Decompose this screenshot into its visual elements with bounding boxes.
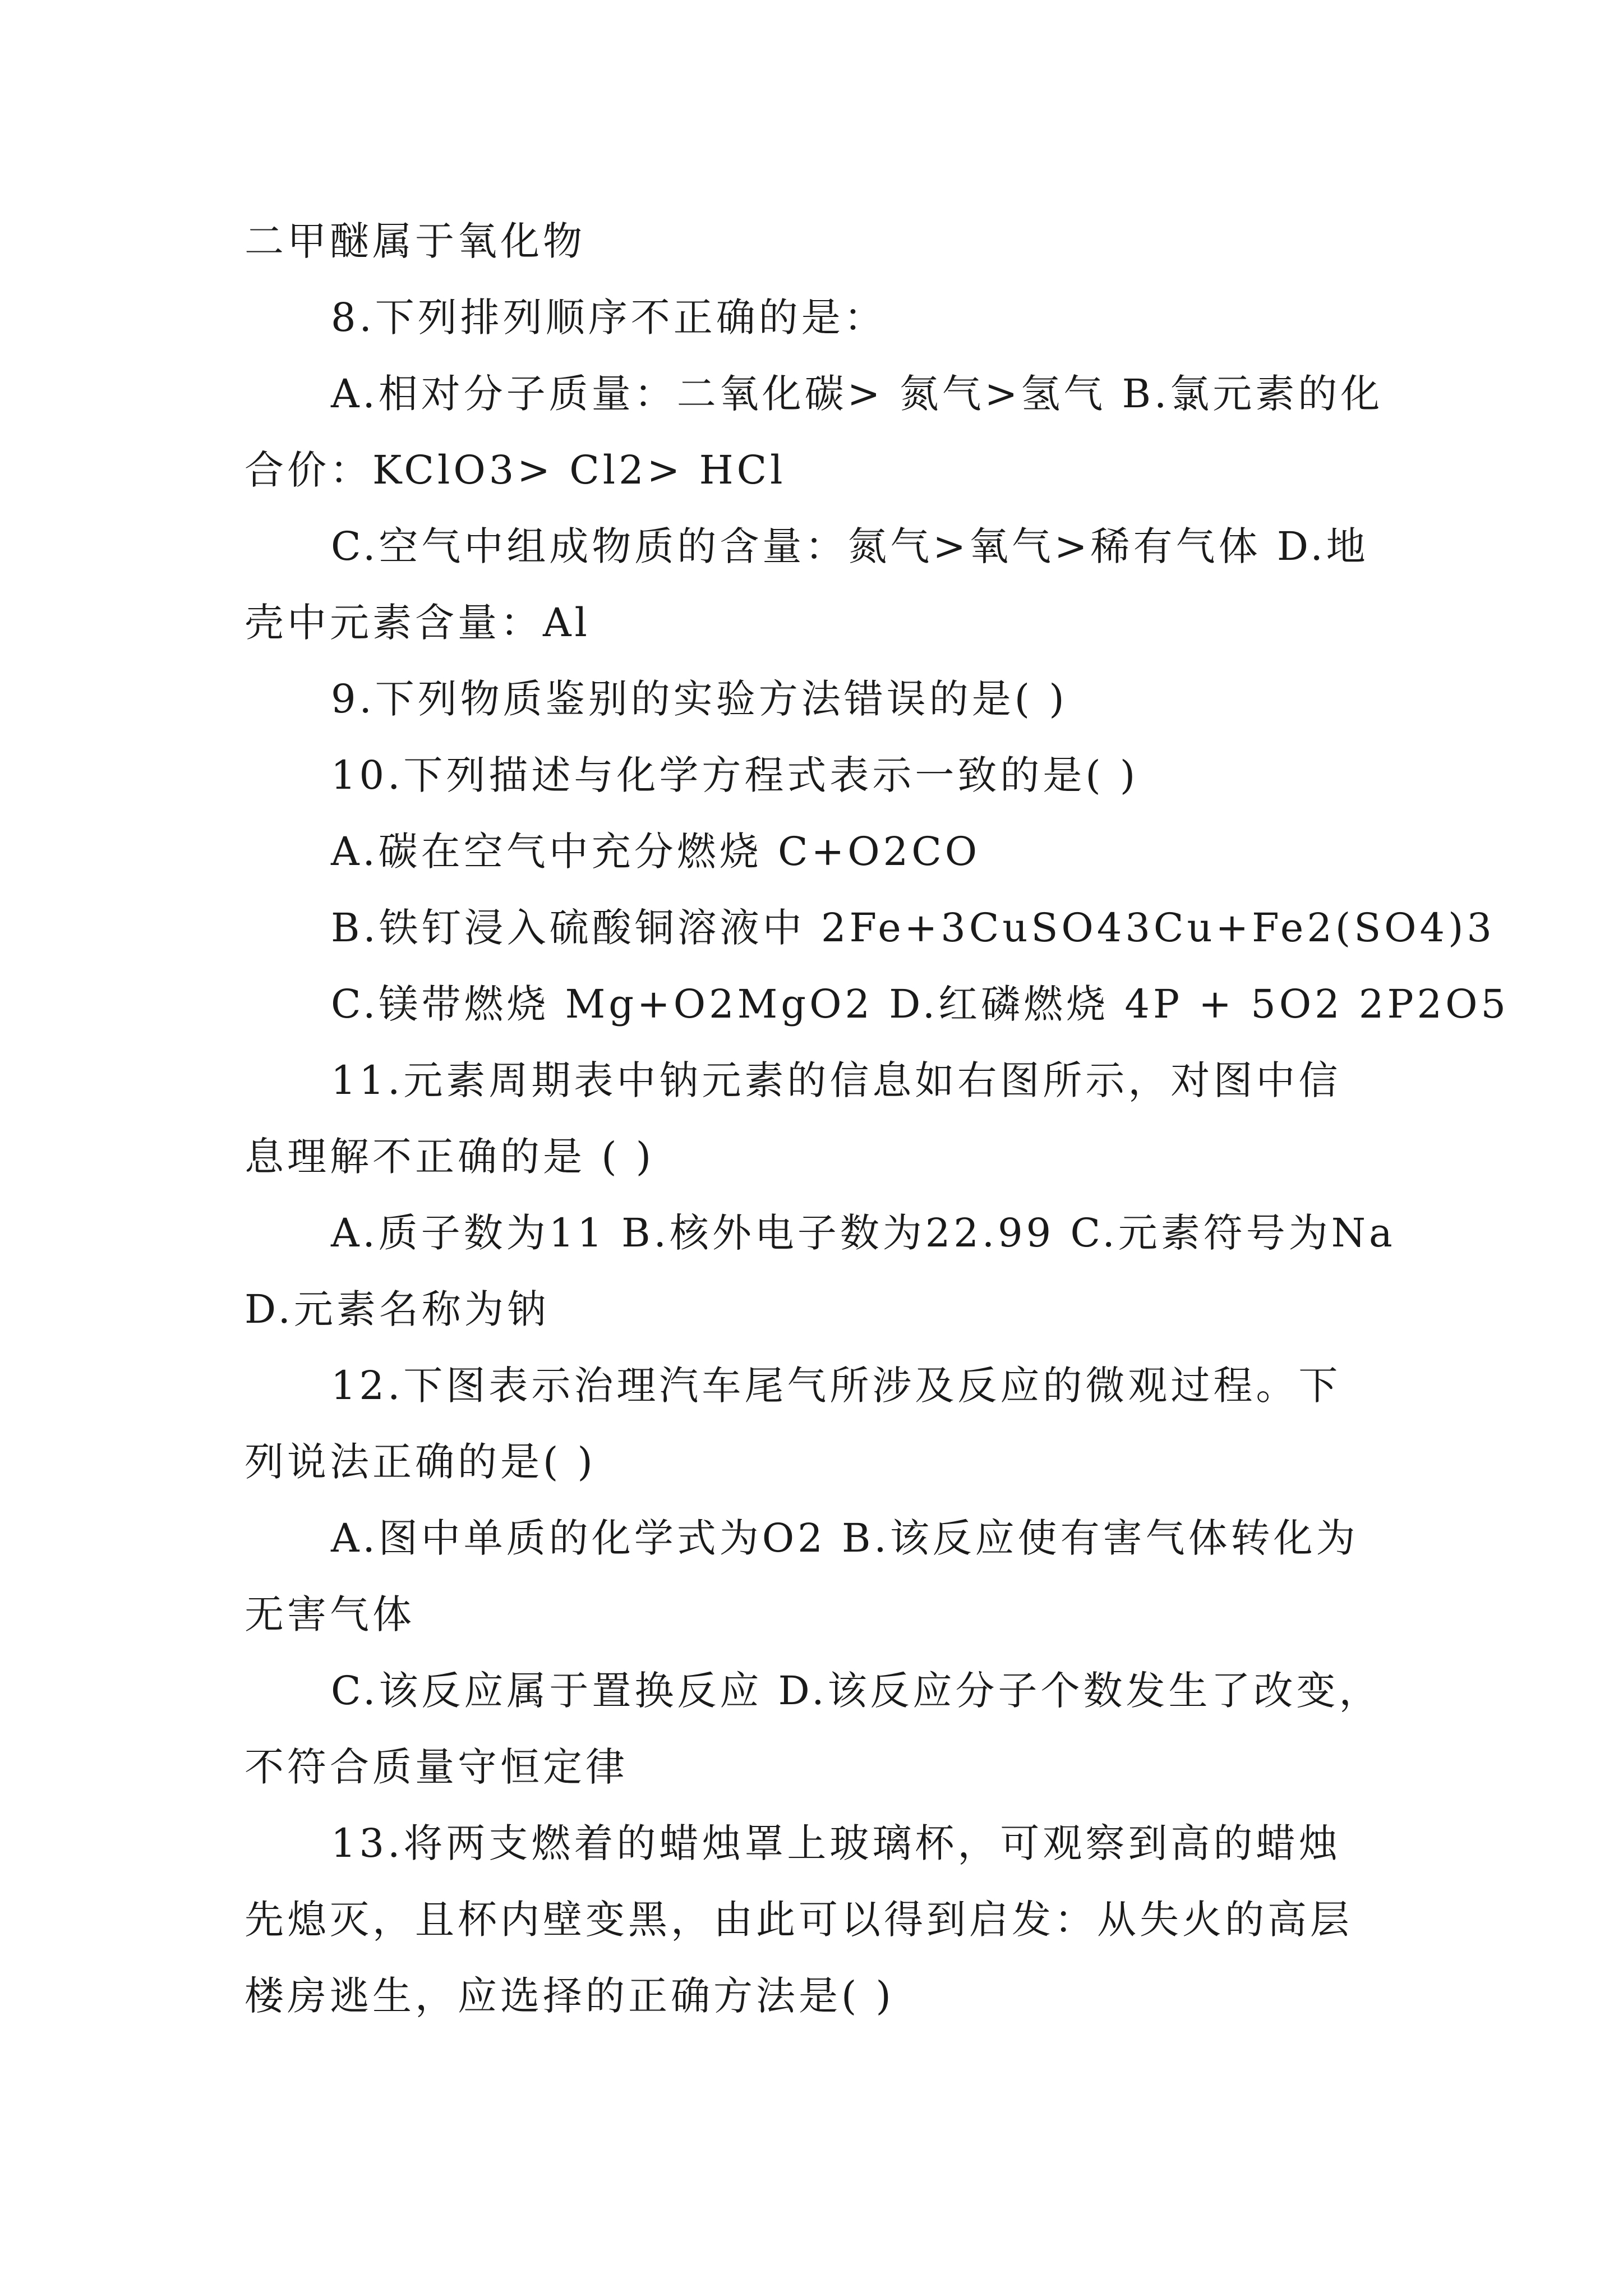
text-line: D.元素名称为钠 <box>245 1286 550 1332</box>
text-line: 二甲醚属于氧化物 <box>245 218 585 264</box>
question-13: 13.将两支燃着的蜡烛罩上玻璃杯，可观察到高的蜡烛 <box>331 1820 1341 1866</box>
text-line: C.空气中组成物质的含量：氮气>氧气>稀有气体 D.地 <box>331 523 1369 569</box>
text-line: 息理解不正确的是 ( ) <box>245 1134 655 1180</box>
text-line: 列说法正确的是( ) <box>245 1439 596 1485</box>
question-9: 9.下列物质鉴别的实验方法错误的是( ) <box>331 676 1068 722</box>
text-line: 楼房逃生，应选择的正确方法是( ) <box>245 1973 895 2019</box>
text-line: A.相对分子质量：二氧化碳> 氮气>氢气 B.氯元素的化 <box>331 371 1384 417</box>
text-line: A.图中单质的化学式为O2 B.该反应使有害气体转化为 <box>331 1515 1359 1561</box>
question-10: 10.下列描述与化学方程式表示一致的是( ) <box>331 752 1139 798</box>
text-line: 无害气体 <box>245 1591 415 1637</box>
text-line: C.该反应属于置换反应 D.该反应分子个数发生了改变， <box>331 1668 1382 1714</box>
question-11: 11.元素周期表中钠元素的信息如右图所示，对图中信 <box>331 1057 1341 1103</box>
text-line: 不符合质量守恒定律 <box>245 1744 628 1790</box>
text-line: A.碳在空气中充分燃烧 C+O2CO <box>331 829 981 875</box>
text-line: C.镁带燃烧 Mg+O2MgO2 D.红磷燃烧 4P + 5O2 2P2O5 <box>331 981 1510 1027</box>
text-line: 壳中元素含量：Al <box>245 600 591 646</box>
question-12: 12.下图表示治理汽车尾气所涉及反应的微观过程。下 <box>331 1363 1341 1409</box>
text-line: 合价：KClO3> Cl2> HCl <box>245 447 786 493</box>
question-8: 8.下列排列顺序不正确的是： <box>331 295 887 341</box>
text-line: A.质子数为11 B.核外电子数为22.99 C.元素符号为Na <box>331 1210 1396 1256</box>
text-line: 先熄灭，且杯内壁变黑，由此可以得到启发：从失火的高层 <box>245 1897 1353 1943</box>
text-line: B.铁钉浸入硫酸铜溶液中 2Fe+3CuSO43Cu+Fe2(SO4)3 <box>331 905 1495 951</box>
